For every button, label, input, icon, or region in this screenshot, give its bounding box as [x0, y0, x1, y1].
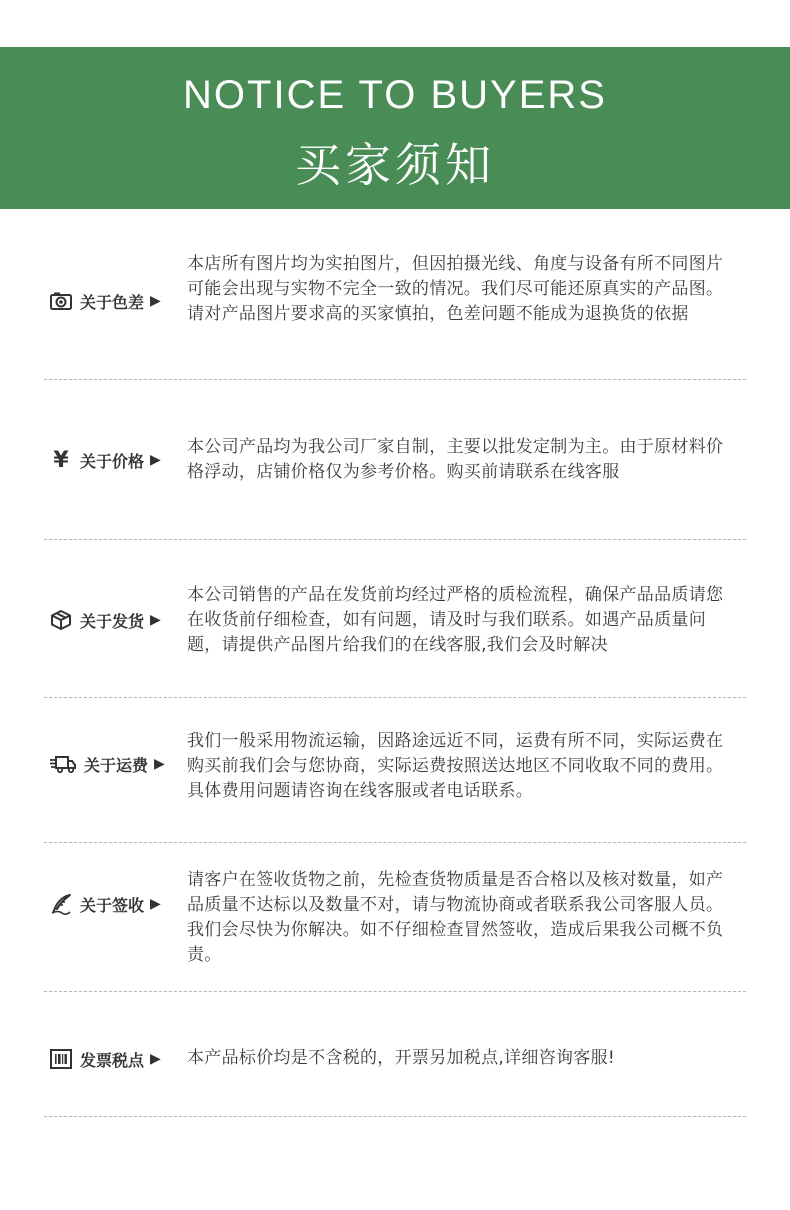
package-icon [50, 609, 72, 631]
pen-icon [50, 893, 72, 915]
triangle-right-icon: ▶ [154, 756, 165, 772]
section-label-text: 关于签收 [80, 895, 145, 915]
section-text: 本店所有图片均为实拍图片，但因拍摄光线、角度与设备有所不同图片可能会出现与实物不完全一致的情况。我们尽可能还原真实的产品图。请对产品图片要求高的买家慎拍，色差问题不能成为退换货的依据 [187, 254, 724, 324]
triangle-right-icon: ▶ [150, 293, 161, 309]
section-label-text: 关于运费 [84, 755, 149, 775]
divider [44, 991, 746, 992]
divider [44, 1116, 746, 1117]
section-label-signing [50, 892, 161, 916]
section-label-text: 关于色差 [80, 292, 145, 312]
divider [44, 379, 746, 380]
triangle-right-icon: ▶ [150, 612, 161, 628]
section-label-freight [50, 752, 165, 776]
section-text: 本公司产品均为我公司厂家自制，主要以批发定制为主。由于原材料价格浮动，店铺价格仅为参考价格。购买前请联系在线客服 [187, 437, 724, 482]
section-text: 本公司销售的产品在发货前均经过严格的质检流程，确保产品品质请您在收货前仔细检查，如有问题，请及时与我们联系。如遇产品质量问题，请提供产品图片给我们的在线客服,我们会及时解决 [187, 585, 724, 655]
section-text: 请客户在签收货物之前，先检查货物质量是否合格以及核对数量，如产品质量不达标以及数量不对，请与物流协商或者联系我公司客服人员。我们会尽快为你解决。如不仔细检查冒然签收，造成后果我公司概不负责。 [187, 870, 724, 965]
camera-icon [50, 290, 72, 312]
triangle-right-icon: ▶ [150, 896, 161, 912]
section-label-text: 发票税点 [80, 1050, 145, 1070]
truck-icon [50, 753, 76, 775]
section-label-text: 关于发货 [80, 611, 145, 631]
header-title-en: NOTICE TO BUYERS [183, 73, 607, 117]
section-text: 我们一般采用物流运输，因路途远近不同，运费有所不同，实际运费在购买前我们会与您协商，实际运费按照送达地区不同收取不同的费用。具体费用问题请咨询在线客服或者电话联系。 [187, 731, 724, 801]
section-label-shipping [50, 608, 161, 632]
section-label-text: 关于价格 [80, 451, 145, 471]
section-text: 本产品标价均是不含税的，开票另加税点,详细咨询客服! [187, 1048, 616, 1068]
header-title-cn: 买家须知 [295, 138, 495, 192]
section-label-color [50, 289, 161, 313]
barcode-icon [50, 1048, 72, 1070]
divider [44, 842, 746, 843]
divider [44, 539, 746, 540]
section-label-invoice [50, 1047, 161, 1071]
divider [44, 697, 746, 698]
triangle-right-icon: ▶ [150, 1051, 161, 1067]
section-label-price [50, 448, 161, 472]
header-banner [0, 47, 790, 209]
triangle-right-icon: ▶ [150, 452, 161, 468]
yen-icon: ¥ [53, 447, 69, 473]
